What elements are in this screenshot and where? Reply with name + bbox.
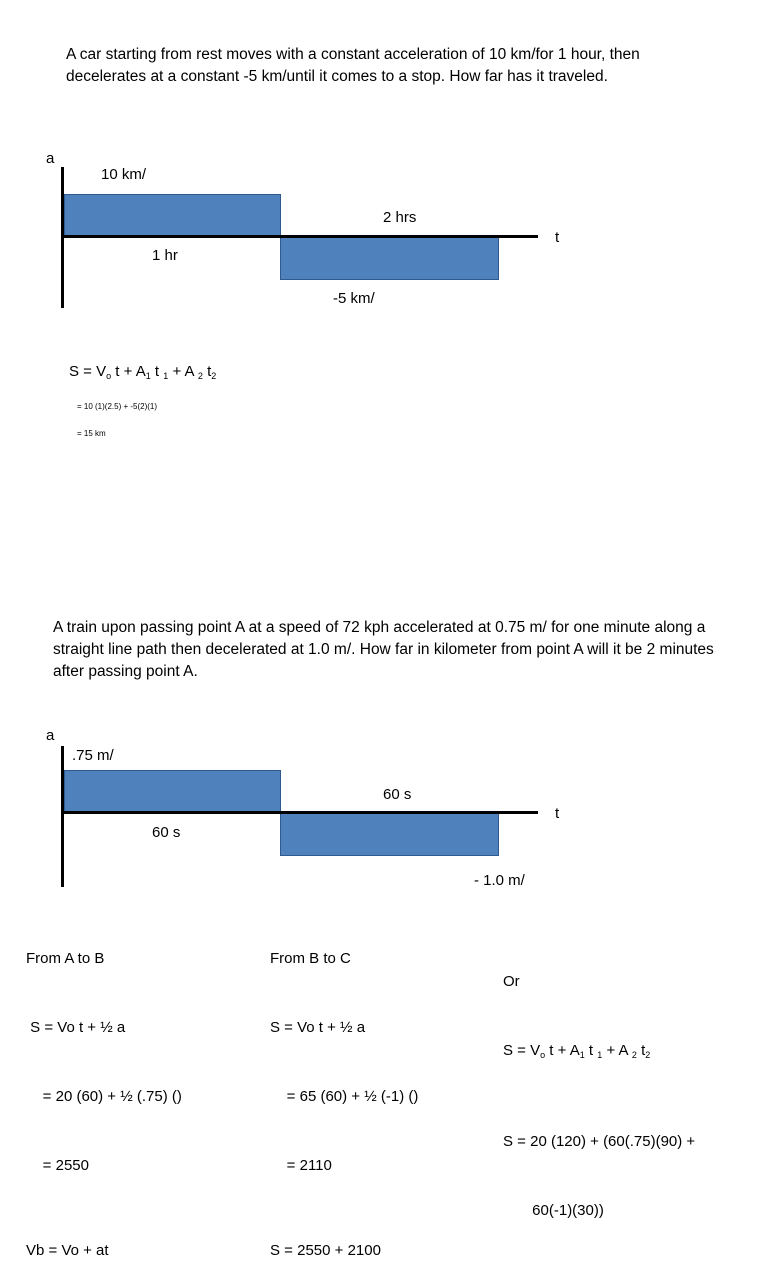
diagram2-neg-label: - 1.0 m/ xyxy=(474,872,525,889)
solution-col-a-to-b xyxy=(26,901,256,1259)
col3-formula: $S = V_o$ $t + A_1$ t $_1$ + A $_2$ $t_2$ xyxy=(503,1042,651,1060)
diagram2-x-axis xyxy=(61,811,538,814)
diagram1-x-axis xyxy=(61,235,538,238)
col3-line2: 60(-1)(30)) xyxy=(503,1202,604,1219)
diagram2-t-label: t xyxy=(555,805,560,822)
col1-line3: = 2550 xyxy=(26,1157,89,1174)
diagram2-pos-label: .75 m/ xyxy=(72,747,114,764)
diagram2-negative-block xyxy=(280,813,499,856)
col2-title: From B to C xyxy=(270,950,351,967)
col2-line3: = 2110 xyxy=(270,1157,332,1174)
problem1-text: A car starting from rest moves with a constant acceleration of 10 km/for 1 hour, then decelerates at a constant -5 km/until it comes to a stop. How far has it traveled. xyxy=(66,46,640,85)
col1-line4: Vb = Vo + at xyxy=(26,1242,109,1259)
col2-line2: = 65 (60) + ½ (-1) () xyxy=(270,1088,419,1105)
diagram1-t-label: t xyxy=(555,229,560,246)
diagram1-y-label: a xyxy=(46,150,55,167)
col1-line2: = 20 (60) + ½ (.75) () xyxy=(26,1088,182,1105)
col1-line1: S = Vo t + ½ a xyxy=(26,1019,126,1036)
diagram2-positive-block xyxy=(64,770,281,813)
diagram2-t2-label: 60 s xyxy=(383,786,412,803)
diagram1-pos-label: 10 km/ xyxy=(101,166,147,183)
col3-or: Or xyxy=(503,973,520,990)
diagram1-neg-label: -5 km/ xyxy=(333,290,375,307)
diagram1-t1-label: 1 hr xyxy=(152,247,178,264)
problem2-text: A train upon passing point A at a speed of 72 kph accelerated at 0.75 m/ for one minute along a straight line path then decelerated at 1.0 m/. How far in kilometer from point A will it be 2 minutes after passing point A. xyxy=(53,619,714,680)
col3-line1: S = 20 (120) + (60(.75)(90) + xyxy=(503,1133,696,1150)
col2-line1: S = Vo t + ½ a xyxy=(270,1019,366,1036)
diagram2-t1-label: 60 s xyxy=(152,824,181,841)
diagram1-negative-block xyxy=(280,237,499,280)
col1-title: From A to B xyxy=(26,950,105,967)
col2-line4: S = 2550 + 2100 xyxy=(270,1242,381,1259)
diagram2-y-axis xyxy=(61,746,64,887)
problem1-step2: = 15 km xyxy=(77,429,106,438)
solution-col-b-to-c xyxy=(270,901,490,1259)
diagram1-positive-block xyxy=(64,194,281,237)
problem1-step1: = 10 (1)(2.5) + -5(2)(1) xyxy=(77,402,158,411)
diagram2-y-label: a xyxy=(46,727,55,744)
problem1-formula: $S = V_o$ $t + A_1$ t $_1$ + A $_2$ $t_2$ xyxy=(69,363,217,381)
diagram1-t2-label: 2 hrs xyxy=(383,209,417,226)
solution-col-or xyxy=(503,924,763,1219)
